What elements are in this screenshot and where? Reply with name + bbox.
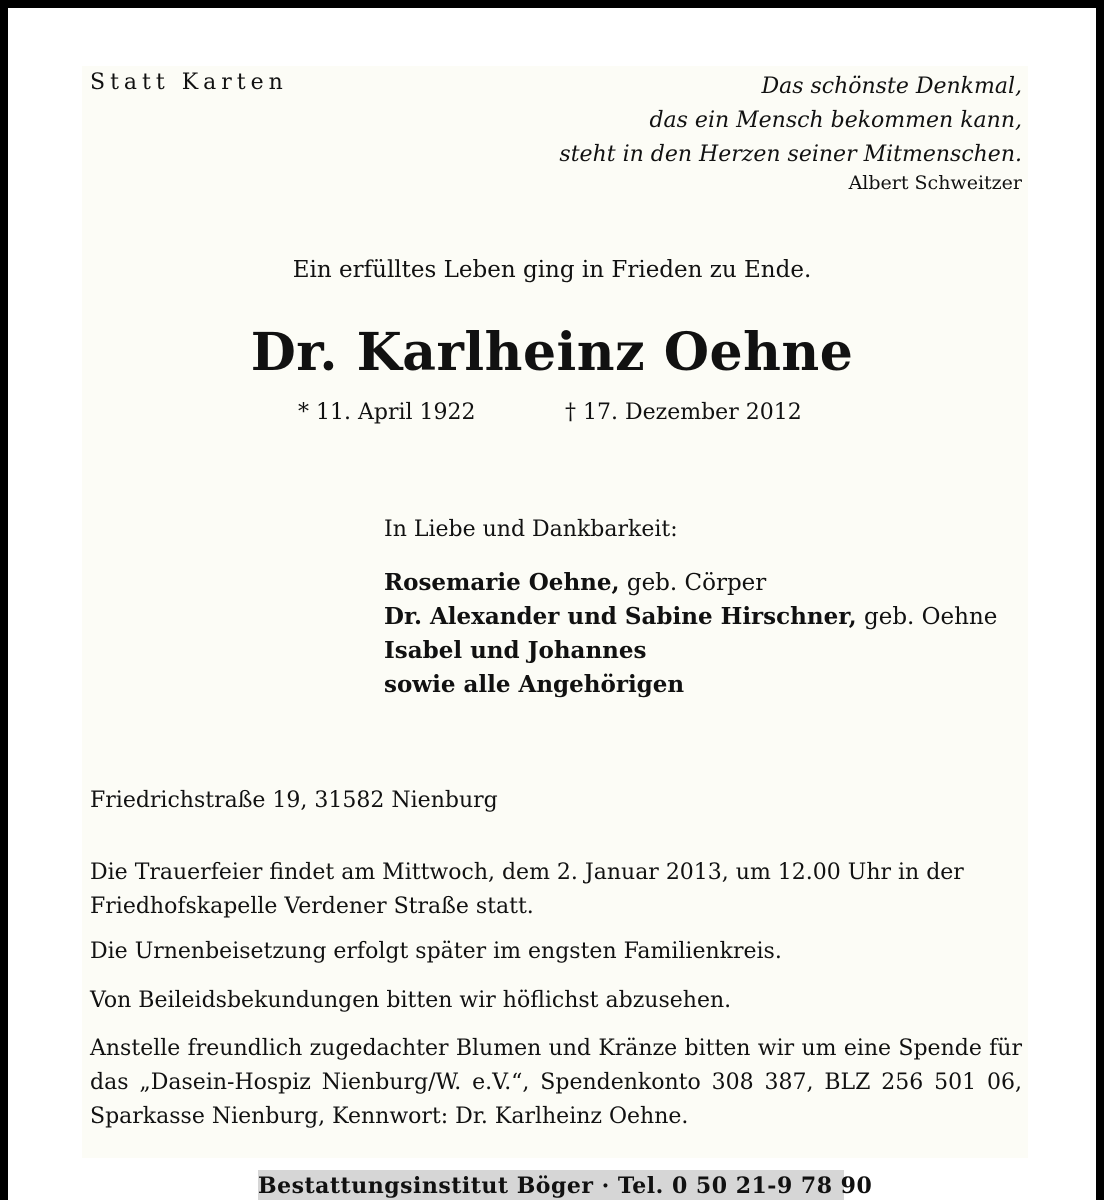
burial-paragraph: Die Urnenbeisetzung erfolgt später im engsten Familienkreis. xyxy=(90,939,782,964)
mourner-note: geb. Oehne xyxy=(856,604,998,630)
mourner-name: Isabel und Johannes xyxy=(384,637,647,664)
quote-author: Albert Schweitzer xyxy=(848,172,1022,194)
mourner-entry xyxy=(384,668,997,702)
mourner-entry xyxy=(384,634,997,668)
deceased-name: Dr. Karlheinz Oehne xyxy=(250,322,854,383)
quote-line: steht in den Herzen seiner Mitmenschen. xyxy=(559,142,1022,167)
funeral-home-footer: Bestattungsinstitut Böger · Tel. 0 50 21-9 78 90 xyxy=(258,1170,844,1200)
address-line: Friedrichstraße 19, 31582 Nienburg xyxy=(90,788,498,813)
quote-line: das ein Mensch bekommen kann, xyxy=(649,108,1022,133)
mourner-name: Rosemarie Oehne, xyxy=(384,569,620,596)
epigraph-quote xyxy=(502,70,1022,172)
mourner-note: geb. Cörper xyxy=(619,570,767,596)
funeral-paragraph: Die Trauerfeier findet am Mittwoch, dem 2. Januar 2013, um 12.00 Uhr in der Friedhofskapelle Verdener Straße statt. xyxy=(90,860,964,919)
mourners-list xyxy=(384,566,997,702)
death-date: † 17. Dezember 2012 xyxy=(565,400,802,425)
mourner-name: sowie alle Angehörigen xyxy=(384,671,685,698)
quote-line: Das schönste Denkmal, xyxy=(761,74,1022,99)
intro-line: Ein erfülltes Leben ging in Frieden zu Ende. xyxy=(292,257,812,283)
statt-karten-label: Statt Karten xyxy=(90,70,288,95)
mourner-entry xyxy=(384,600,997,634)
birth-date: * 11. April 1922 xyxy=(298,400,476,425)
mourner-name: Dr. Alexander und Sabine Hirschner, xyxy=(384,603,857,630)
donation-paragraph: Anstelle freundlich zugedachter Blumen und Kränze bitten wir um eine Spende für das „Dasein-Hospiz Nienburg/W. e.V.“, Spendenkonto 308 387, BLZ 256 501 06, Sparkasse Nienburg, Kennwort: Dr. Karlheinz Oehne. xyxy=(90,1036,1022,1129)
condolence-paragraph: Von Beileidsbekundungen bitten wir höflichst abzusehen. xyxy=(90,988,732,1013)
mourner-entry xyxy=(384,566,997,600)
mourners-heading: In Liebe und Dankbarkeit: xyxy=(384,517,678,542)
